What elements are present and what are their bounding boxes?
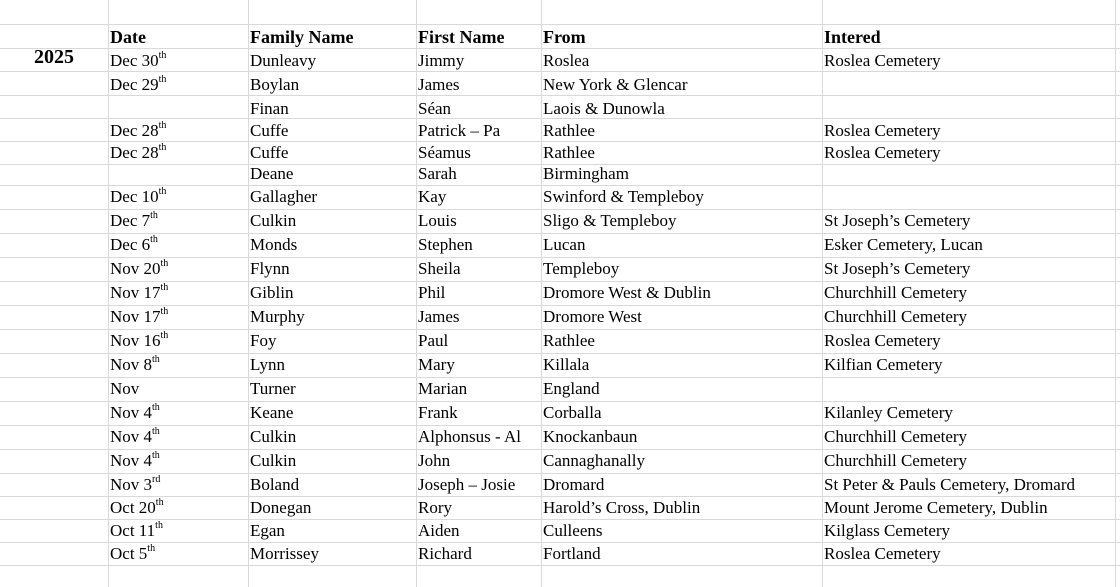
date-text: Nov 4	[110, 427, 153, 446]
cell-intered: Roslea Cemetery	[824, 51, 941, 70]
header-intered: Intered	[824, 27, 881, 47]
cell-first: Séan	[418, 99, 452, 118]
date-suffix: th	[155, 520, 163, 532]
cell-from: Cannaghanally	[543, 451, 645, 470]
cell-family: Cuffe	[250, 121, 289, 140]
gridline	[0, 377, 1120, 378]
date-text: Nov	[110, 379, 140, 398]
gridline	[416, 0, 417, 587]
date-suffix: th	[150, 210, 158, 222]
cell-first: Alphonsus - Al	[418, 427, 521, 446]
year-label: 2025	[34, 46, 74, 68]
date-text: Nov 20	[110, 259, 161, 278]
cell-date	[110, 187, 166, 207]
cell-date	[110, 121, 166, 141]
header-first-name: First Name	[418, 27, 505, 47]
cell-from: Laois & Dunowla	[543, 99, 665, 118]
date-suffix: th	[147, 543, 156, 555]
header-date: Date	[110, 27, 146, 47]
cell-first: Sarah	[418, 164, 457, 183]
date-text: Nov 3	[110, 475, 153, 494]
cell-intered: St Peter & Pauls Cemetery, Dromard	[824, 475, 1076, 494]
cell-intered: Esker Cemetery, Lucan	[824, 235, 983, 254]
date-text: Dec 29	[110, 75, 159, 94]
cell-date	[110, 521, 163, 541]
cell-first: James	[418, 75, 460, 94]
gridline	[0, 565, 1120, 566]
gridline	[0, 185, 1120, 186]
cell-date	[110, 403, 160, 423]
date-suffix: th	[160, 282, 169, 294]
date-text: Dec 28	[110, 143, 159, 162]
gridline	[0, 496, 1120, 497]
date-text: Dec 6	[110, 235, 151, 254]
cell-from: Dromore West & Dublin	[543, 283, 711, 302]
cell-family: Gallagher	[250, 187, 318, 206]
cell-date	[110, 451, 160, 471]
cell-date	[110, 475, 160, 495]
gridline	[0, 48, 1120, 49]
cell-family: Giblin	[250, 283, 294, 302]
cell-first: Aiden	[418, 521, 460, 540]
cell-first: Marian	[418, 379, 468, 398]
header-family-name: Family Name	[250, 27, 354, 47]
date-suffix: th	[152, 354, 160, 366]
cell-date	[110, 51, 166, 71]
cell-date	[110, 427, 160, 447]
date-text: Dec 28	[110, 121, 159, 140]
cell-first: Mary	[418, 355, 455, 374]
date-text: Dec 7	[110, 211, 151, 230]
date-suffix: th	[158, 186, 167, 198]
date-suffix: th	[152, 426, 160, 438]
cell-family: Culkin	[250, 451, 297, 470]
cell-from: England	[543, 379, 600, 398]
cell-intered: St Joseph’s Cemetery	[824, 211, 971, 230]
cell-date	[110, 143, 166, 163]
date-suffix: th	[160, 306, 169, 318]
date-text: Nov 17	[110, 307, 161, 326]
gridline	[0, 209, 1120, 210]
cell-family: Monds	[250, 235, 298, 254]
cell-first: Jimmy	[418, 51, 465, 70]
cell-from: Lucan	[543, 235, 586, 254]
date-text: Oct 11	[110, 521, 156, 540]
date-suffix: th	[158, 74, 167, 86]
cell-date	[110, 211, 158, 231]
cell-intered: Roslea Cemetery	[824, 143, 941, 162]
cell-date	[110, 355, 160, 375]
gridline	[0, 24, 1120, 25]
cell-date	[110, 331, 168, 351]
gridline	[1115, 0, 1116, 587]
cell-intered: Roslea Cemetery	[824, 544, 941, 563]
cell-intered: Churchhill Cemetery	[824, 307, 968, 326]
cell-intered: Churchhill Cemetery	[824, 283, 968, 302]
gridline	[0, 329, 1120, 330]
gridline	[0, 257, 1120, 258]
cell-from: Birmingham	[543, 164, 629, 183]
cell-date	[110, 283, 168, 303]
date-suffix: th	[152, 402, 160, 414]
date-text: Nov 4	[110, 451, 153, 470]
cell-intered: Churchhill Cemetery	[824, 451, 968, 470]
cell-family: Morrissey	[250, 544, 319, 563]
cell-date	[110, 259, 168, 279]
cell-family: Boylan	[250, 75, 300, 94]
cell-family: Boland	[250, 475, 300, 494]
cell-first: Richard	[418, 544, 472, 563]
cell-first: Joseph – Josie	[418, 475, 516, 494]
cell-from: Roslea	[543, 51, 590, 70]
cell-intered: Kilanley Cemetery	[824, 403, 953, 422]
date-suffix: th	[150, 234, 158, 246]
gridline	[0, 353, 1120, 354]
gridline	[0, 401, 1120, 402]
cell-family: Dunleavy	[250, 51, 317, 70]
cell-date	[110, 379, 139, 399]
cell-from: Corballa	[543, 403, 602, 422]
gridline	[0, 425, 1120, 426]
cell-from: Killala	[543, 355, 590, 374]
date-suffix: rd	[152, 474, 161, 486]
cell-from: Culleens	[543, 521, 603, 540]
cell-first: Patrick – Pa	[418, 121, 501, 140]
cell-from: Templeboy	[543, 259, 620, 278]
cell-first: Louis	[418, 211, 457, 230]
date-text: Nov 16	[110, 331, 161, 350]
date-suffix: th	[158, 142, 167, 154]
cell-from: Dromore West	[543, 307, 642, 326]
date-text: Oct 5	[110, 544, 148, 563]
gridline	[108, 0, 109, 587]
cell-first: James	[418, 307, 460, 326]
cell-family: Keane	[250, 403, 294, 422]
gridline	[0, 305, 1120, 306]
cell-intered: Kilfian Cemetery	[824, 355, 943, 374]
cell-family: Foy	[250, 331, 277, 350]
date-text: Dec 10	[110, 187, 159, 206]
cell-first: Kay	[418, 187, 447, 206]
cell-family: Flynn	[250, 259, 290, 278]
gridline	[541, 0, 542, 587]
cell-family: Finan	[250, 99, 289, 118]
cell-from: Rathlee	[543, 143, 595, 162]
cell-first: Stephen	[418, 235, 473, 254]
gridline	[0, 141, 1120, 142]
cell-first: Séamus	[418, 143, 471, 162]
gridline	[0, 519, 1120, 520]
gridline	[0, 233, 1120, 234]
cell-date	[110, 307, 168, 327]
cell-family: Deane	[250, 164, 294, 183]
date-suffix: th	[160, 330, 169, 342]
date-text: Nov 8	[110, 355, 153, 374]
gridline	[248, 0, 249, 587]
date-suffix: th	[158, 120, 167, 132]
cell-date	[110, 544, 155, 564]
cell-family: Turner	[250, 379, 296, 398]
cell-family: Lynn	[250, 355, 285, 374]
cell-family: Culkin	[250, 427, 297, 446]
gridline	[0, 281, 1120, 282]
cell-intered: Kilglass Cemetery	[824, 521, 951, 540]
gridline	[0, 542, 1120, 543]
cell-from: Rathlee	[543, 121, 595, 140]
cell-family: Egan	[250, 521, 285, 540]
cell-from: Rathlee	[543, 331, 595, 350]
cell-from: Knockanbaun	[543, 427, 638, 446]
date-suffix: th	[155, 497, 164, 509]
cell-first: Sheila	[418, 259, 461, 278]
date-text: Oct 20	[110, 498, 156, 517]
cell-first: Paul	[418, 331, 449, 350]
cell-family: Culkin	[250, 211, 297, 230]
cell-from: Fortland	[543, 544, 601, 563]
cell-date	[110, 235, 158, 255]
cell-from: Sligo & Templeboy	[543, 211, 677, 230]
date-text: Nov 4	[110, 403, 153, 422]
gridline	[0, 71, 1120, 72]
gridline	[0, 473, 1120, 474]
cell-from: Harold’s Cross, Dublin	[543, 498, 701, 517]
cell-family: Donegan	[250, 498, 312, 517]
cell-first: Phil	[418, 283, 446, 302]
cell-date	[110, 498, 164, 518]
gridline	[0, 449, 1120, 450]
date-suffix: th	[160, 258, 169, 270]
cell-first: Frank	[418, 403, 458, 422]
cell-first: John	[418, 451, 451, 470]
cell-first: Rory	[418, 498, 452, 517]
cell-from: Swinford & Templeboy	[543, 187, 704, 206]
header-from: From	[543, 27, 586, 47]
cell-intered: St Joseph’s Cemetery	[824, 259, 971, 278]
cell-intered: Churchhill Cemetery	[824, 427, 968, 446]
date-text: Dec 30	[110, 51, 159, 70]
cell-intered: Mount Jerome Cemetery, Dublin	[824, 498, 1048, 517]
cell-from: New York & Glencar	[543, 75, 688, 94]
cell-date	[110, 75, 166, 95]
date-suffix: th	[158, 50, 167, 62]
date-text: Nov 17	[110, 283, 161, 302]
gridline	[0, 95, 1120, 96]
date-suffix: th	[152, 450, 160, 462]
cell-family: Murphy	[250, 307, 305, 326]
cell-intered: Roslea Cemetery	[824, 121, 941, 140]
cell-intered: Roslea Cemetery	[824, 331, 941, 350]
gridline	[822, 0, 823, 587]
cell-family: Cuffe	[250, 143, 289, 162]
cell-from: Dromard	[543, 475, 605, 494]
